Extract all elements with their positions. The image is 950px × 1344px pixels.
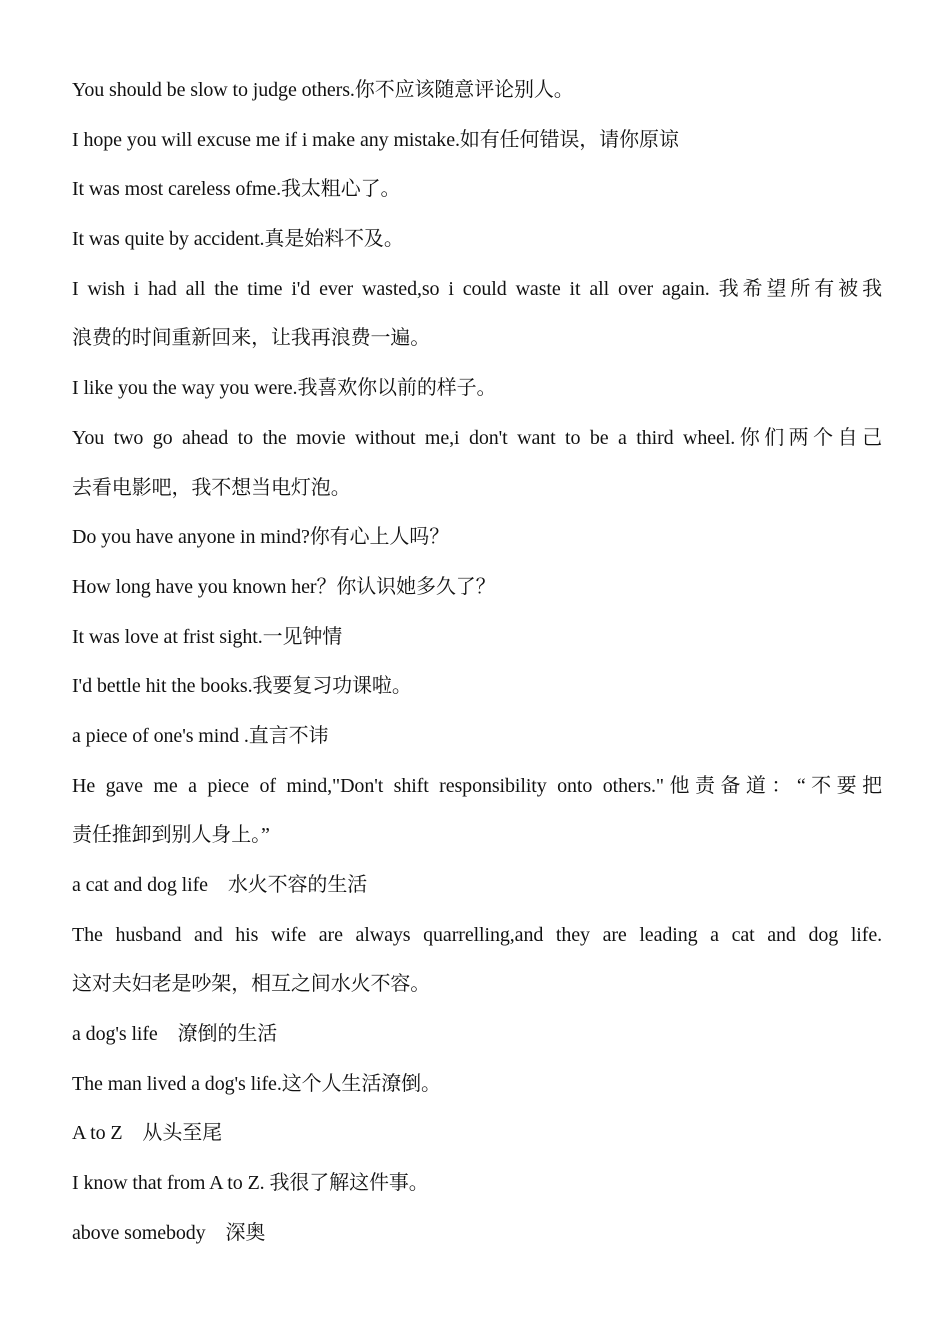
text-line: You should be slow to judge others.你不应该随意评论别人。 xyxy=(72,79,574,101)
text-line: a piece of one's mind .直言不讳 xyxy=(72,724,329,747)
text-line: 这对夫妇老是吵架，相互之间水火不容。 xyxy=(72,973,431,996)
text-line: You two go ahead to the movie without me,i don't want to be a third wheel.你们两个自己 xyxy=(72,426,882,449)
text-line: above somebody 深奥 xyxy=(72,1221,266,1244)
text-line: It was most careless ofme.我太粗心了。 xyxy=(72,178,401,201)
text-line: The husband and his wife are always quarrelling,and they are leading a cat and dog life. xyxy=(72,923,882,946)
text-line: I wish i had all the time i'd ever wasted,so i could waste it all over again. 我希望所有被我 xyxy=(72,277,882,300)
text-line: I like you the way you were.我喜欢你以前的样子。 xyxy=(72,377,497,400)
text-line: I'd bettle hit the books.我要复习功课啦。 xyxy=(72,675,412,698)
text-line: It was quite by accident.真是始料不及。 xyxy=(72,228,404,251)
text-line: a cat and dog life 水火不容的生活 xyxy=(72,874,368,896)
text-line: Do you have anyone in mind?你有心上人吗？ xyxy=(72,526,450,549)
text-line: It was love at frist sight.一见钟情 xyxy=(72,625,343,648)
document-body xyxy=(72,66,882,1259)
text-line: He gave me a piece of mind,"Don't shift responsibility onto others."他责备道：“不要把 xyxy=(72,774,882,797)
text-line: 责任推卸到别人身上。” xyxy=(72,824,270,847)
text-line: I hope you will excuse me if i make any mistake.如有任何错误，请你原谅 xyxy=(72,128,679,151)
text-line: The man lived a dog's life.这个人生活潦倒。 xyxy=(72,1072,441,1095)
text-line: a dog's life 潦倒的生活 xyxy=(72,1023,278,1046)
text-line: A to Z 从头至尾 xyxy=(72,1122,223,1145)
text-line: 浪费的时间重新回来，让我再浪费一遍。 xyxy=(72,327,431,350)
text-line: I know that from A to Z. 我很了解这件事。 xyxy=(72,1172,429,1195)
text-line: 去看电影吧，我不想当电灯泡。 xyxy=(72,476,351,499)
text-line: How long have you known her？你认识她多久了？ xyxy=(72,575,496,598)
